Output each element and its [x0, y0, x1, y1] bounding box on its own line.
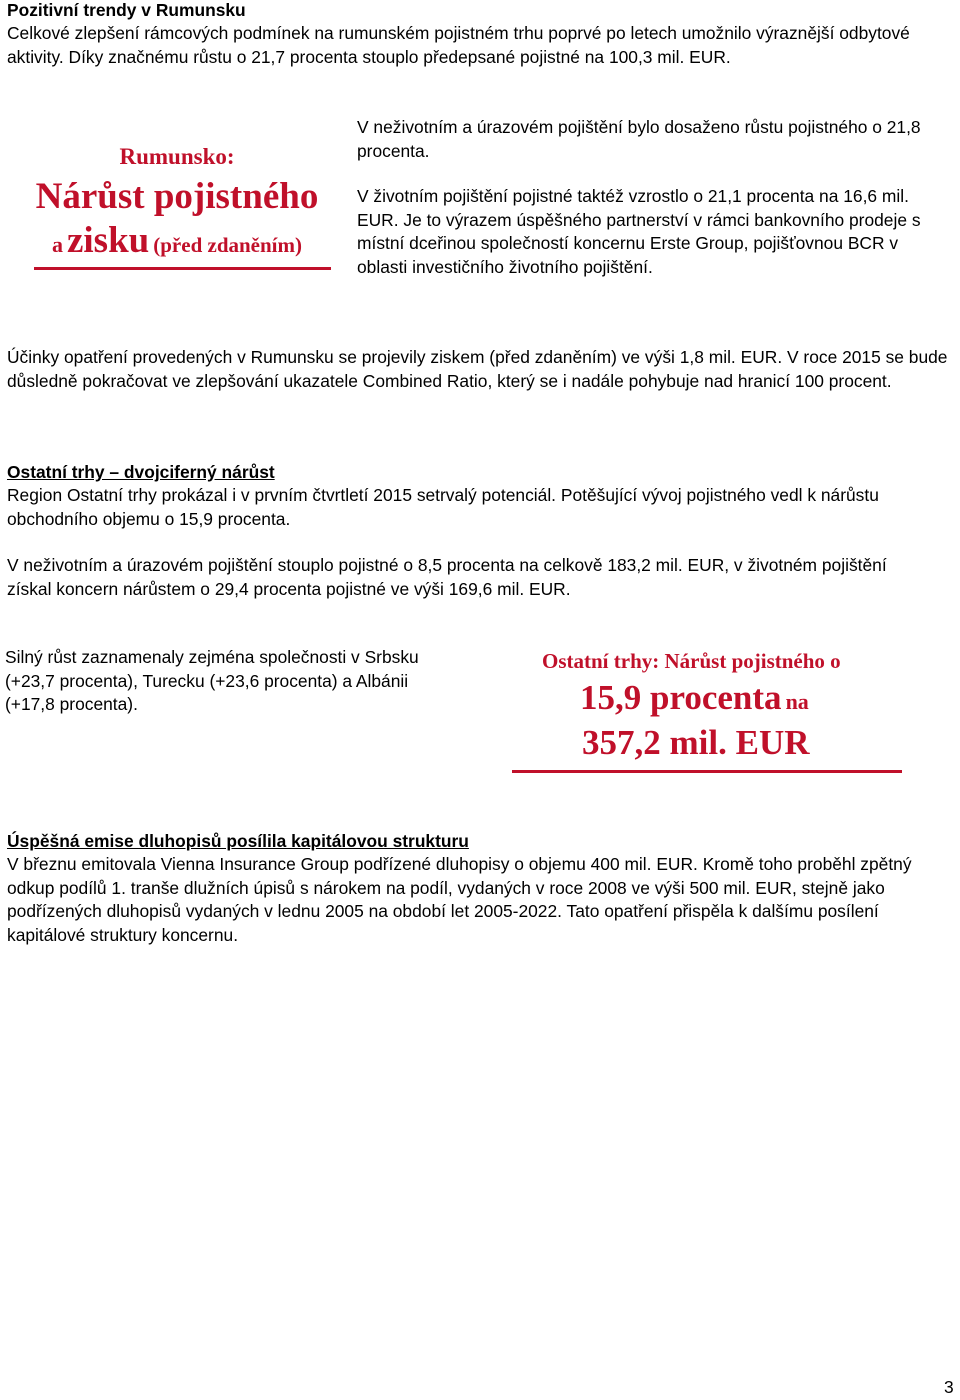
callout-small: na [785, 689, 809, 714]
other-markets-left-p: Silný růst zaznamenaly zejména společnosti v Srbsku (+23,7 procenta), Turecku (+23,6 procenta) a Albánii (+17,8 procenta). [5, 647, 419, 714]
other-markets-p2: V neživotním a úrazovém pojištění stouplo pojistné o 8,5 procenta na celkově 183,2 mil. EUR, v životném pojištění získal koncern nárůstem o 29,4 procenta pojistné ve výši 169,6 mil. EUR. [7, 555, 887, 599]
romania-right-p1: V neživotním a úrazovém pojištění bylo dosaženo růstu pojistného o 21,8 procenta. [357, 117, 921, 161]
other-markets-p1: Region Ostatní trhy prokázal i v prvním čtvrtletí 2015 setrvalý potenciál. Potěšující vývoj pojistného vedl k nárůstu obchodního objemu o 15,9 procenta. [7, 485, 879, 529]
callout-line1: Ostatní trhy: Nárůst pojistného o [542, 649, 841, 673]
other-markets-heading: Ostatní trhy – dvojciferný nárůst [7, 462, 275, 482]
callout-big: Nárůst pojistného [35, 176, 319, 217]
callout-small-a: a [51, 232, 63, 257]
callout-big2: zisku [66, 220, 150, 261]
page-number: 3 [944, 1377, 954, 1397]
romania-heading: Pozitivní trendy v Rumunsku [7, 0, 246, 20]
romania-effects: Účinky opatření provedených v Rumunsku se projevily ziskem (před zdaněním) ve výši 1,8 mil. EUR. V roce 2015 se bude důsledně pokračovat ve zlepšování ukazatele Combined Ratio, který se i nadále pohybuje nad hranicí 100 procent. [7, 347, 948, 391]
callout-small-b: (před zdaněním) [153, 233, 302, 257]
callout-big1: 15,9 procenta [580, 678, 782, 717]
callout-label: Rumunsko: [119, 144, 235, 169]
callout-line2 [580, 676, 809, 727]
bonds-heading: Úspěšná emise dluhopisů posílila kapitálovou strukturu [7, 831, 469, 851]
romania-intro: Celkové zlepšení rámcových podmínek na rumunském pojistném trhu poprvé po letech umožnilo výraznější odbytové aktivity. Díky značnému růstu o 21,7 procenta stouplo předepsané pojistné na 100,3 mil. EUR. [7, 23, 910, 67]
romania-right-p2: V životním pojištění pojistné taktéž vzrostlo o 21,1 procenta na 16,6 mil. EUR. Je to výrazem úspěšného partnerství v rámci bankovního prodeje s místní dceřinou společností koncernu Erste Group, pojišťovnou BCR v oblasti investičního životního pojištění. [357, 186, 921, 277]
other-callout-rule [512, 770, 902, 773]
callout-line3 [22, 220, 332, 269]
bonds-paragraph: V březnu emitovala Vienna Insurance Group podřízené dluhopisy o objemu 400 mil. EUR. Kromě toho proběhl zpětný odkup podílů 1. tranše dlužních úpisů s nárokem na podíl, vydaných v roce 2008 ve výši 500 mil. EUR, stejně jako podřízených dluhopisů vydaných v lednu 2005 na období let 2005-2022. Tato opatření přispěla k dalšímu posílení kapitálové struktury koncernu. [7, 854, 912, 945]
callout-rule [34, 267, 331, 270]
romania-callout [22, 140, 332, 269]
callout-big2: 357,2 mil. EUR [582, 723, 810, 762]
